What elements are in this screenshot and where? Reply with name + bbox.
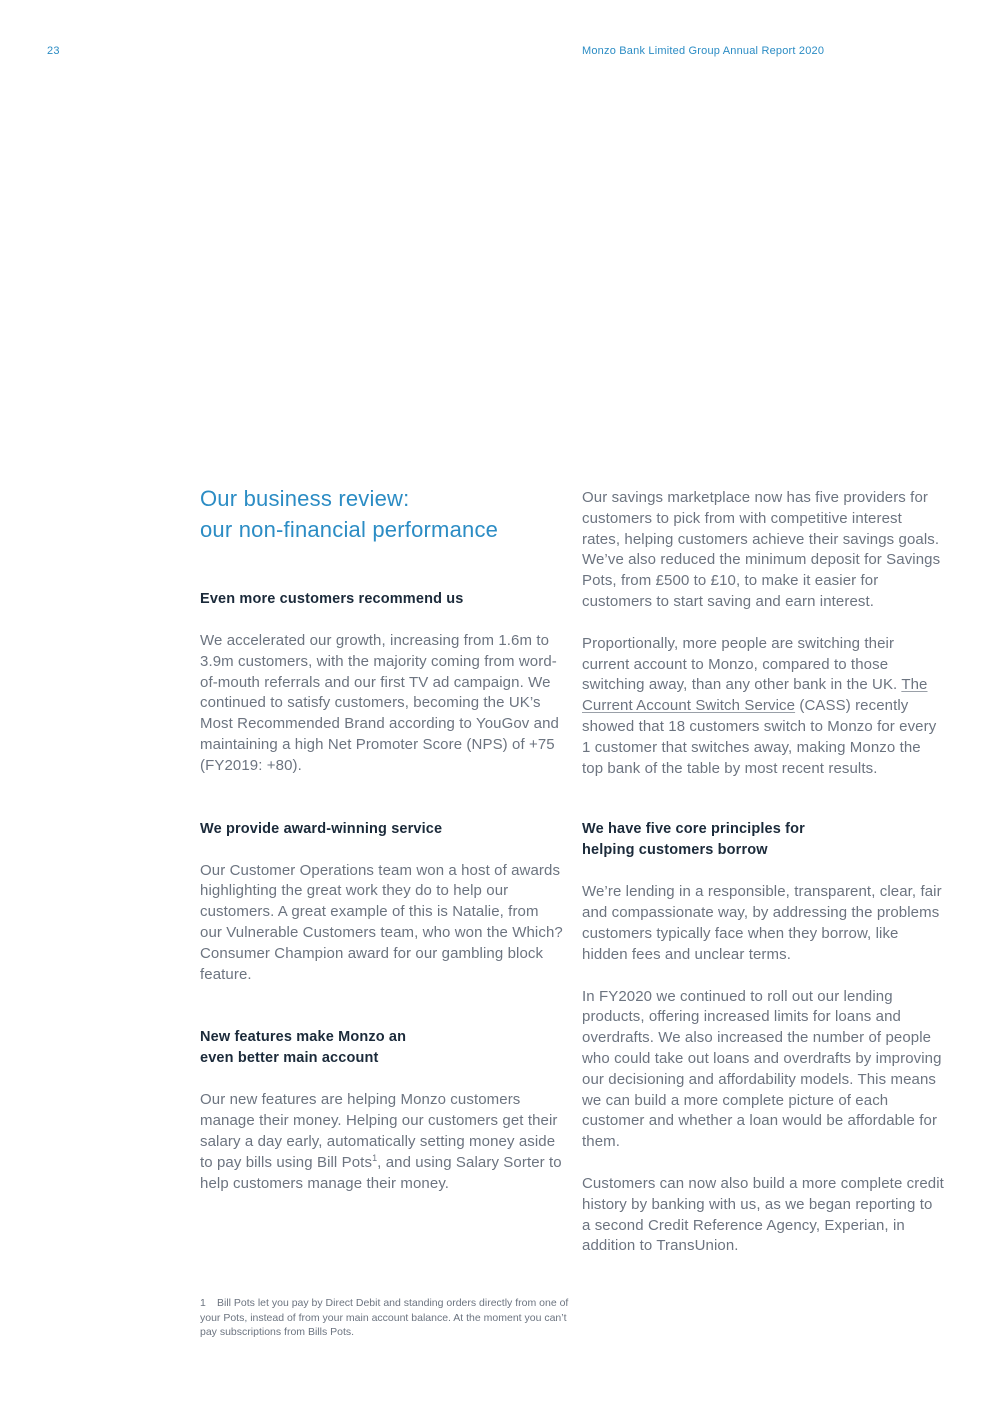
section-heading-borrowing-line-1: We have five core principles for: [582, 821, 805, 838]
paragraph-award-winning: Our Customer Operations team won a host of awards highlighting the great work they do to help our customers. A great example of this is Natalie, from our Vulnerable Customers team, who won the Which? Consumer Champion award for our gambling block feature.: [200, 861, 563, 983]
page-title: [200, 483, 564, 545]
paragraph-current-account-switching: [582, 634, 944, 780]
footnote-marker: 1: [200, 1297, 206, 1309]
section-heading-borrowing-principles: [582, 819, 944, 861]
page-title-line-2: our non-financial performance: [200, 517, 499, 542]
paragraph-responsible-lending: We’re lending in a responsible, transparent, clear, fair and compassionate way, by addressing the problems customers typically face when they borrow, like hidden fees and unclear terms.: [582, 883, 942, 963]
paragraph-recommend: We accelerated our growth, increasing from 1.6m to 3.9m customers, with the majority coming from word-of-mouth referrals and our first TV ad campaign. We continued to satisfy customers, becoming the UK’s Most Recommended Brand according to YouGov and maintaining a high Net Promoter Score (NPS) of +75 (FY2019: +80).: [200, 632, 559, 774]
section-heading-recommend: Even more customers recommend us: [200, 591, 464, 607]
left-column: [200, 483, 564, 1194]
paragraph-new-features-text-1: Our new features are helping Monzo customers manage their money. Helping our customers get their salary a day early, automatically setting money aside to pay bills using Bill Pots: [200, 1091, 558, 1171]
paragraph-switching-text-2: (CASS) recently showed that 18 customers switch to Monzo for every 1 customer that switches away, making Monzo the top bank of the table by most recent results.: [582, 697, 937, 777]
paragraph-lending-products: In FY2020 we continued to roll out our lending products, offering increased limits for loans and overdrafts. We also increased the number of people who could take out loans and overdrafts by improving our decisioning and affordability models. This means we can build a more complete picture of each customer and whether a loan would be affordable for them.: [582, 987, 942, 1151]
paragraph-new-features: [200, 1090, 564, 1194]
paragraph-new-features-text-2: , and using Salary Sorter to help customers manage their money.: [200, 1153, 562, 1192]
section-heading-new-features-line-1: New features make Monzo an: [200, 1029, 407, 1046]
section-heading-new-features-line-2: even better main account: [200, 1050, 379, 1067]
paragraph-credit-history: Customers can now also build a more complete credit history by banking with us, as we began reporting to a second Credit Reference Agency, Experian, in addition to TransUnion.: [582, 1174, 944, 1255]
paragraph-switching-text-1: Proportionally, more people are switching their current account to Monzo, compared to those switching away, than any other bank in the UK.: [582, 634, 898, 694]
page-title-line-1: Our business review:: [200, 486, 410, 511]
section-heading-borrowing-line-2: helping customers borrow: [582, 842, 768, 859]
section-heading-new-features: [200, 1027, 564, 1069]
running-header: Monzo Bank Limited Group Annual Report 2020: [582, 45, 825, 57]
page-number: 23: [47, 45, 60, 57]
footnote-reference: 1: [372, 1152, 378, 1163]
cass-link[interactable]: The Current Account Switch Service: [582, 676, 928, 715]
paragraph-savings-marketplace: Our savings marketplace now has five providers for customers to pick from with competitive interest rates, helping customers achieve their savings goals. We’ve also reduced the minimum deposit for Savings Pots, from £500 to £10, to make it easier for customers to start saving and earn interest.: [582, 489, 941, 610]
footnote-text: Bill Pots let you pay by Direct Debit and standing orders directly from one of your Pots, instead of from your main account balance. At the moment you can’t pay subscriptions from Bills Pots.: [200, 1297, 569, 1339]
right-column: [582, 483, 944, 1257]
section-heading-award-winning: We provide award-winning service: [200, 820, 443, 837]
footnote: [200, 1296, 570, 1340]
